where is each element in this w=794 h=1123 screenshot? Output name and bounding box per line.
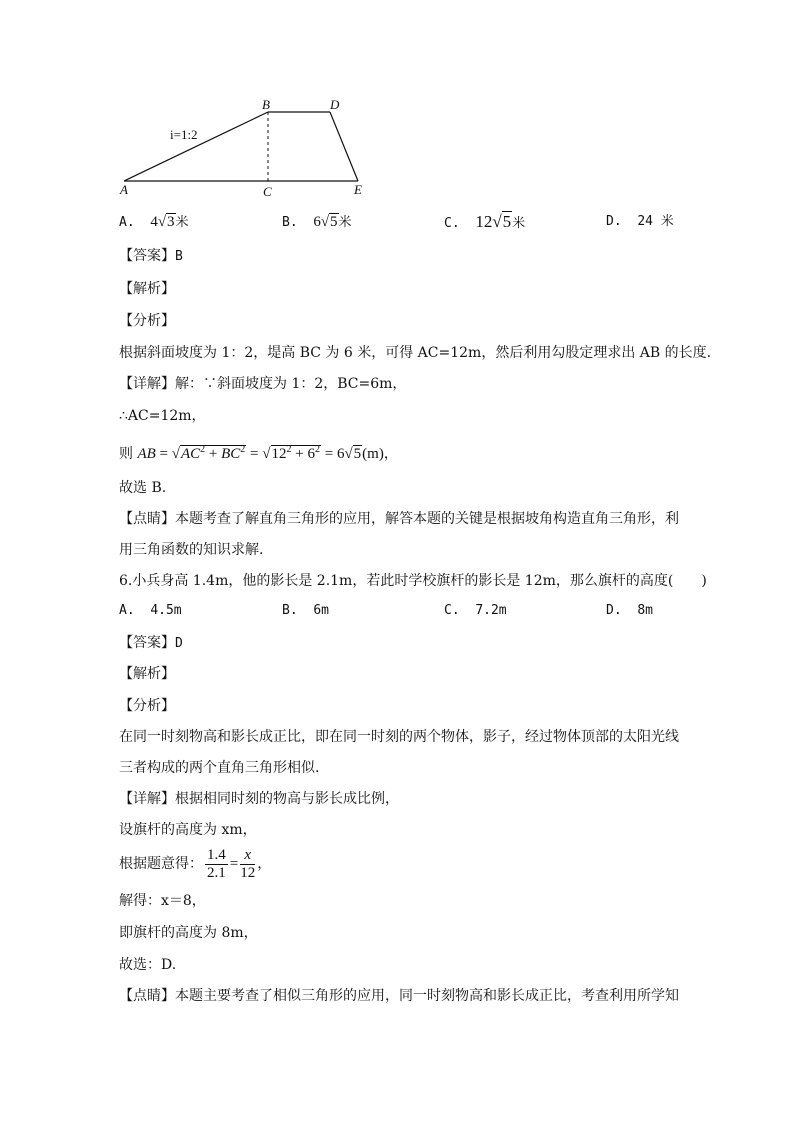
q5-option-c: C. 12√5米	[444, 212, 526, 231]
label-B: B	[262, 97, 270, 112]
q6-xiangjie: 【详解】根据相同时刻的物高与影长成比例，	[119, 791, 399, 807]
q5-dianjing: 【点睛】本题考查了解直角三角形的应用，解答本题的关键是根据坡角构造直角三角形，利	[119, 511, 679, 527]
q6-option-b: B. 6m	[282, 603, 329, 618]
q5-formula: 则 AB = $√AC^2 + BC^2 = √12^2 + 6^2 = 6√5(m)$，	[119, 444, 398, 462]
q6-stem: 6.小兵身高 1.4m，他的影长是 2.1m，若此时学校旗杆的影长是 12m，那么旗杆的高度( )	[119, 573, 707, 589]
trapezoid-figure	[110, 92, 380, 202]
q5-xiangjie: 【详解】解：∵斜面坡度为 1：2，BC=6m，	[119, 376, 407, 392]
q6-guxuan: 故选：D.	[119, 957, 177, 973]
q6-set: 设旗杆的高度为 xm，	[119, 822, 257, 838]
q5-fenxi-label: 【分析】	[119, 313, 175, 329]
slope-label: i=1:2	[170, 127, 198, 142]
q6-answer: 【答案】D	[119, 635, 183, 651]
fraction-1: $\frac{1.4}{2.1}$	[207, 846, 226, 881]
q5-option-d: D. 24 米	[606, 214, 674, 229]
q6-option-a: A. 4.5m	[119, 603, 182, 618]
q5-jiexi: 【解析】	[119, 281, 175, 297]
q6-fenxi-cont: 三者构成的两个直角三角形相似.	[119, 760, 320, 776]
fraction-2: $\frac{x}{12}$	[240, 846, 256, 881]
q6-solve: 解得：x＝8，	[119, 893, 206, 909]
q6-equation: 根据题意得： $\frac{1.4}{2.1}$ = $\frac{x}{12}$ ，	[119, 846, 272, 881]
q5-answer: 【答案】B	[119, 248, 183, 264]
q6-option-d: D. 8m	[606, 603, 653, 618]
label-D: D	[330, 97, 340, 112]
label-C: C	[263, 184, 272, 199]
q5-dianjing-cont: 用三角函数的知识求解.	[119, 542, 264, 558]
q6-jiexi: 【解析】	[119, 666, 175, 682]
q6-option-c: C. 7.2m	[444, 603, 507, 618]
q6-fenxi: 在同一时刻物高和影长成正比，即在同一时刻的两个物体，影子，经过物体顶部的太阳光线	[119, 729, 679, 745]
segment-DE	[330, 112, 358, 181]
q6-dianjing: 【点睛】本题主要考查了相似三角形的应用，同一时刻物高和影长成正比，考查利用所学知	[119, 988, 679, 1004]
q5-option-b: B. 6√5米	[282, 214, 352, 230]
q6-fenxi-label: 【分析】	[119, 698, 175, 714]
q5-fenxi: 根据斜面坡度为 1：2，堤高 BC 为 6 米，可得 AC=12m，然后利用勾股定理求出 AB 的长度.	[119, 345, 712, 361]
q6-result: 即旗杆的高度为 8m，	[119, 925, 258, 941]
label-A: A	[120, 182, 128, 197]
label-E: E	[354, 182, 362, 197]
segment-AB	[124, 112, 268, 181]
q5-option-a: A. 4√3米	[119, 214, 189, 230]
q5-line2: ∴AC=12m，	[119, 408, 206, 424]
q5-guxuan: 故选 B.	[119, 480, 167, 496]
